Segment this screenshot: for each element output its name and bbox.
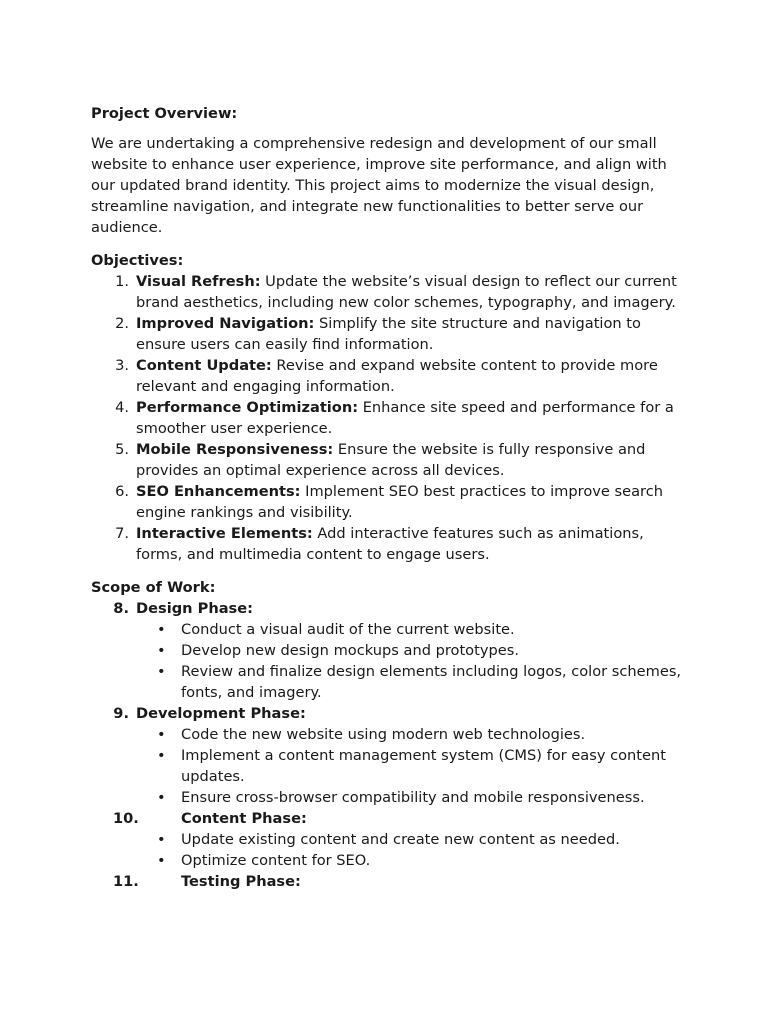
item-number: 10.	[113, 810, 139, 827]
item-label: Content Update:	[136, 357, 272, 374]
item-text: Ensure the website is fully responsive and provides an optimal experience across all devices.	[136, 441, 646, 479]
bullet-item	[91, 745, 691, 787]
objective-item	[91, 397, 691, 439]
phase-item-design	[91, 598, 691, 619]
item-number: 11.	[113, 873, 139, 890]
phase-label: Testing Phase:	[181, 873, 301, 890]
overview-paragraph: We are undertaking a comprehensive redesign and development of our small website to enhance user experience, improve site performance, and align with our updated brand identity. This project aims to modernize the visual design, streamline navigation, and integrate new functionalities to better serve our audience.	[91, 135, 667, 236]
document-page	[91, 103, 691, 892]
bullet-item	[91, 850, 691, 871]
bullet-text: Ensure cross-browser compatibility and mobile responsiveness.	[181, 789, 645, 806]
objective-item	[91, 271, 691, 313]
phase-label: Development Phase:	[136, 705, 306, 722]
item-number: 9.	[113, 705, 129, 722]
phase-item-development	[91, 703, 691, 724]
objectives-heading: Objectives:	[91, 252, 184, 269]
objective-item	[91, 481, 691, 523]
bullet-icon: •	[157, 663, 166, 680]
bullet-icon: •	[157, 852, 166, 869]
phase-item-testing	[91, 871, 691, 892]
item-text: Add interactive features such as animations, forms, and multimedia content to engage users.	[136, 525, 644, 563]
objectives-list	[91, 271, 691, 565]
bullet-item	[91, 640, 691, 661]
bullet-text: Update existing content and create new content as needed.	[181, 831, 620, 848]
bullet-item	[91, 724, 691, 745]
item-text: Enhance site speed and performance for a smoother user experience.	[136, 399, 674, 437]
bullet-item	[91, 829, 691, 850]
item-number: 2.	[115, 315, 129, 332]
objective-item	[91, 355, 691, 397]
objective-item	[91, 439, 691, 481]
bullet-item	[91, 787, 691, 808]
scope-list	[91, 598, 691, 892]
item-text: Simplify the site structure and navigation to ensure users can easily find information.	[136, 315, 641, 353]
item-number: 8.	[113, 600, 129, 617]
bullet-text: Review and finalize design elements including logos, color schemes, fonts, and imagery.	[181, 663, 682, 701]
bullet-text: Code the new website using modern web technologies.	[181, 726, 586, 743]
bullet-item	[91, 619, 691, 640]
item-text: Revise and expand website content to provide more relevant and engaging information.	[136, 357, 658, 395]
scope-heading: Scope of Work:	[91, 579, 216, 596]
phase-item-content	[91, 808, 691, 829]
bullet-icon: •	[157, 831, 166, 848]
bullet-icon: •	[157, 747, 166, 764]
item-text: Update the website’s visual design to reflect our current brand aesthetics, including new color schemes, typography, and imagery.	[136, 273, 677, 311]
item-label: Interactive Elements:	[136, 525, 313, 542]
bullet-icon: •	[157, 642, 166, 659]
item-text: Implement SEO best practices to improve search engine rankings and visibility.	[136, 483, 663, 521]
bullet-icon: •	[157, 621, 166, 638]
bullet-text: Optimize content for SEO.	[181, 852, 371, 869]
item-number: 5.	[115, 441, 129, 458]
item-label: SEO Enhancements:	[136, 483, 301, 500]
item-label: Visual Refresh:	[136, 273, 261, 290]
item-number: 6.	[115, 483, 129, 500]
bullet-text: Conduct a visual audit of the current website.	[181, 621, 515, 638]
bullet-text: Develop new design mockups and prototypes.	[181, 642, 519, 659]
item-label: Performance Optimization:	[136, 399, 359, 416]
item-label: Mobile Responsiveness:	[136, 441, 334, 458]
bullet-icon: •	[157, 789, 166, 806]
item-label: Improved Navigation:	[136, 315, 315, 332]
phase-label: Design Phase:	[136, 600, 253, 617]
objective-item	[91, 313, 691, 355]
overview-heading: Project Overview:	[91, 105, 238, 122]
objective-item	[91, 523, 691, 565]
bullet-text: Implement a content management system (CMS) for easy content updates.	[181, 747, 666, 785]
bullet-icon: •	[157, 726, 166, 743]
bullet-item	[91, 661, 691, 703]
phase-label: Content Phase:	[181, 810, 307, 827]
item-number: 4.	[115, 399, 129, 416]
item-number: 7.	[115, 525, 129, 542]
item-number: 3.	[115, 357, 129, 374]
item-number: 1.	[115, 273, 129, 290]
